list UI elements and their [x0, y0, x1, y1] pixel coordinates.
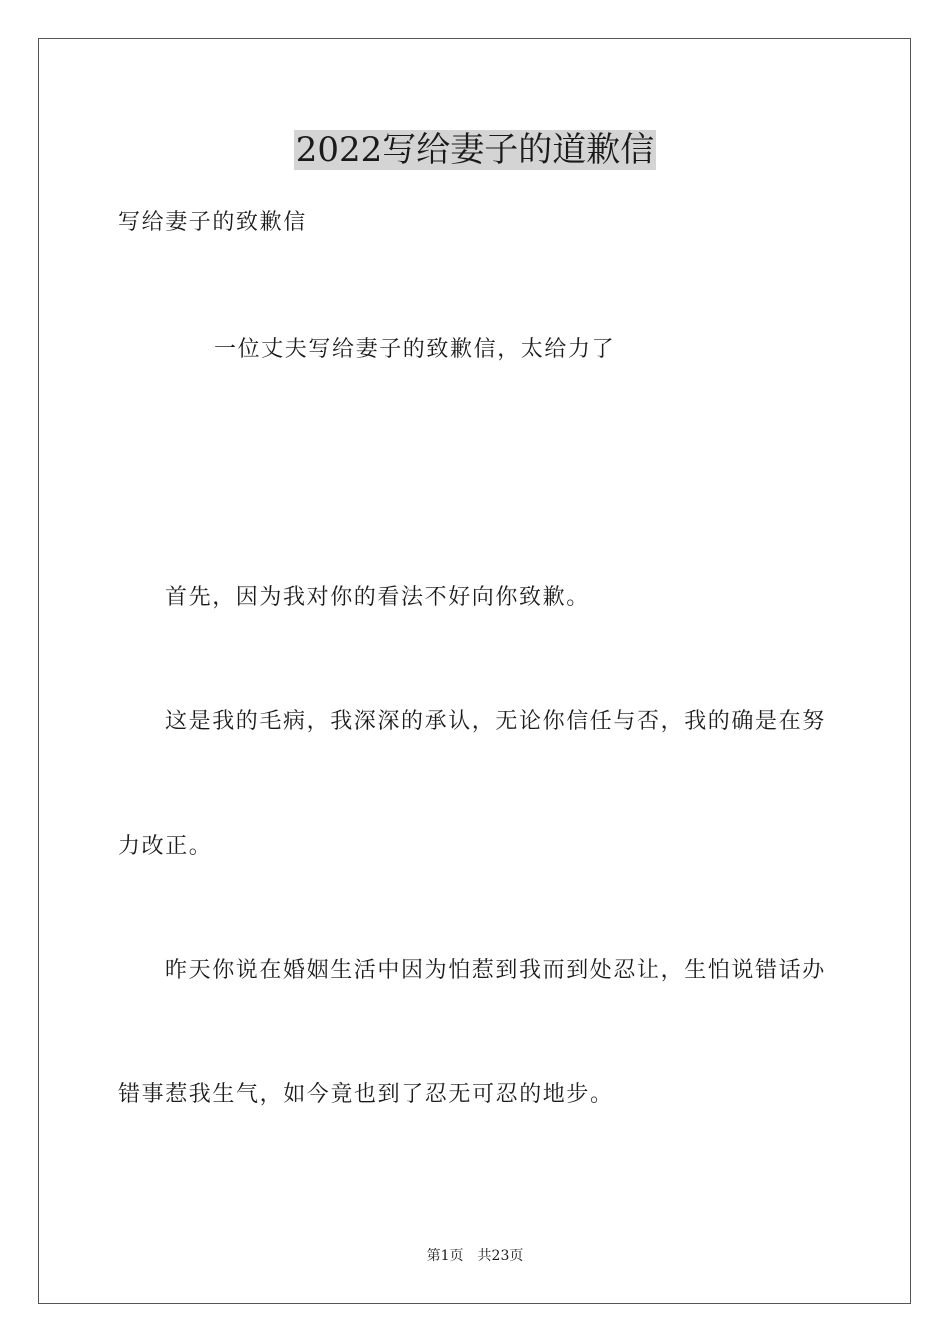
- paragraph-1: 首先，因为我对你的看法不好向你致歉。: [165, 585, 590, 610]
- paragraph-2-line-2: 力改正。: [118, 834, 213, 859]
- letter-heading: 一位丈夫写给妻子的致歉信，太给力了: [214, 337, 616, 362]
- paragraph-3-line-2: 错事惹我生气，如今竟也到了忍无可忍的地步。: [118, 1082, 614, 1107]
- document-subtitle: 写给妻子的致歉信: [118, 210, 307, 235]
- document-title-text: 2022写给妻子的道歉信: [295, 130, 655, 170]
- page-footer: 第1页 共23页: [426, 1248, 524, 1264]
- document-title: [0, 128, 950, 172]
- paragraph-2-line-1: 这是我的毛病，我深深的承认，无论你信任与否，我的确是在努: [165, 709, 826, 734]
- paragraph-3-line-1: 昨天你说在婚姻生活中因为怕惹到我而到处忍让，生怕说错话办: [165, 958, 826, 983]
